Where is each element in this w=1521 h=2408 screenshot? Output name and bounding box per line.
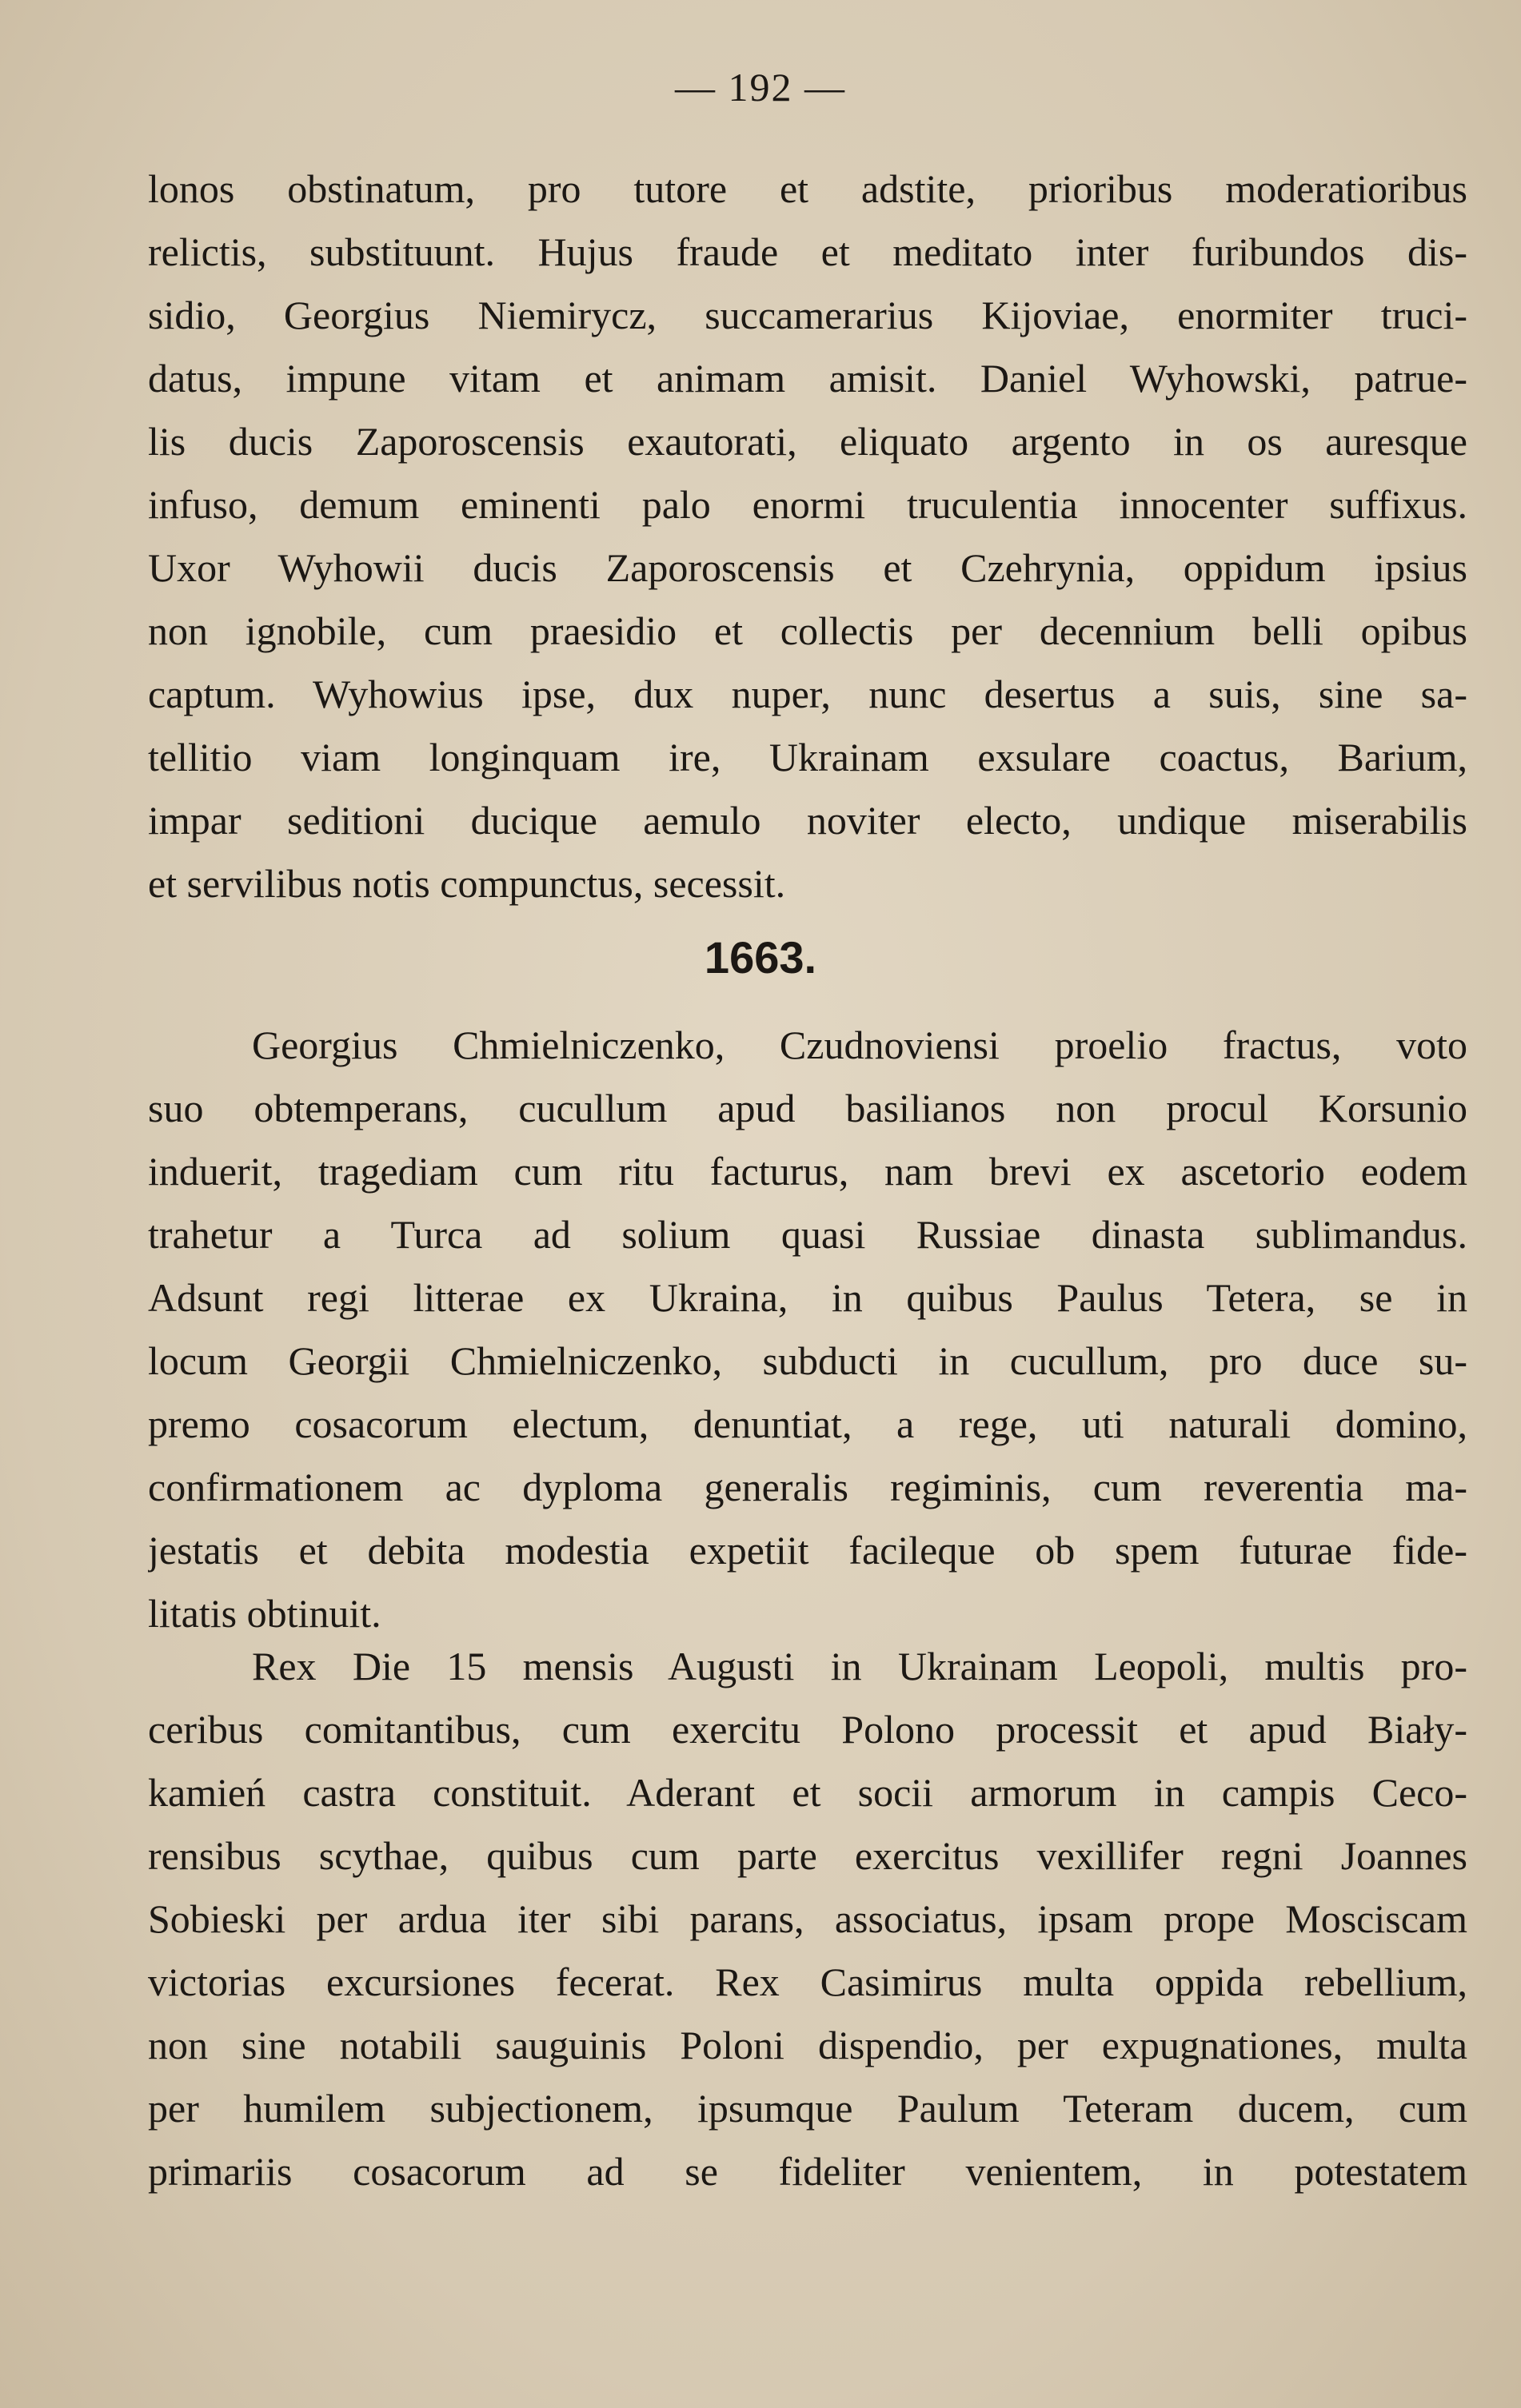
text-line: kamień castra constituit. Aderant et socii armorum in campis Ceco- (148, 1770, 1467, 1815)
paragraph (148, 1635, 1467, 2203)
text-line: trahetur a Turca ad solium quasi Russiae dinasta sublimandus. (148, 1212, 1467, 1257)
text-line: lis ducis Zaporoscensis exautorati, eliquato argento in os auresque (148, 419, 1467, 464)
text-line: et servilibus notis compunctus, secessit. (148, 861, 786, 906)
text-line: tellitio viam longinquam ire, Ukrainam exsulare coactus, Barium, (148, 735, 1467, 779)
text-line: litatis obtinuit. (148, 1591, 381, 1636)
text-line: Georgius Chmielniczenko, Czudnoviensi proelio fractus, voto (252, 1023, 1467, 1067)
year-heading: 1663. (704, 932, 817, 983)
text-line: per humilem subjectionem, ipsumque Paulum Teteram ducem, cum (148, 2086, 1467, 2131)
text-line: primariis cosacorum ad se fideliter venientem, in potestatem (148, 2149, 1467, 2194)
text-line: premo cosacorum electum, denuntiat, a rege, uti naturali domino, (148, 1401, 1467, 1446)
text-line: infuso, demum eminenti palo enormi truculentia innocenter suffixus. (148, 482, 1467, 527)
text-line: rensibus scythae, quibus cum parte exercitus vexillifer regni Joannes (148, 1833, 1467, 1878)
text-line: non ignobile, cum praesidio et collectis per decennium belli opibus (148, 608, 1467, 653)
text-line: sidio, Georgius Niemirycz, succamerarius Kijoviae, enormiter truci- (148, 293, 1467, 337)
text-line: datus, impune vitam et animam amisit. Daniel Wyhowski, patrue- (148, 356, 1467, 401)
text-line: relictis, substituunt. Hujus fraude et meditato inter furibundos dis- (148, 229, 1467, 274)
text-line: jestatis et debita modestia expetiit facileque ob spem futurae fide- (148, 1528, 1467, 1573)
text-line: impar seditioni ducique aemulo noviter electo, undique miserabilis (148, 798, 1467, 843)
text-line: Uxor Wyhowii ducis Zaporoscensis et Czehrynia, oppidum ipsius (148, 545, 1467, 590)
text-line: Rex Die 15 mensis Augusti in Ukrainam Leopoli, multis pro- (252, 1644, 1467, 1688)
text-line: Adsunt regi litterae ex Ukraina, in quibus Paulus Tetera, se in (148, 1275, 1467, 1320)
text-line: lonos obstinatum, pro tutore et adstite, prioribus moderatioribus (148, 166, 1467, 211)
text-line: confirmationem ac dyploma generalis regiminis, cum reverentia ma- (148, 1465, 1467, 1509)
text-line: captum. Wyhowius ipse, dux nuper, nunc desertus a suis, sine sa- (148, 672, 1467, 716)
paragraph (148, 1014, 1467, 1645)
text-line: locum Georgii Chmielniczenko, subducti in cucullum, pro duce su- (148, 1338, 1467, 1383)
text-line: ceribus comitantibus, cum exercitu Polono processit et apud Biały- (148, 1707, 1467, 1752)
text-line: induerit, tragediam cum ritu facturus, nam brevi ex ascetorio eodem (148, 1149, 1467, 1194)
paragraph-continued (148, 157, 1467, 915)
text-line: Sobieski per ardua iter sibi parans, associatus, ipsam prope Mosciscam (148, 1896, 1467, 1941)
text-line: suo obtemperans, cucullum apud basilianos non procul Korsunio (148, 1086, 1467, 1130)
text-line: victorias excursiones fecerat. Rex Casimirus multa oppida rebellium, (148, 1959, 1467, 2004)
page-number: — 192 — (675, 65, 846, 110)
text-line: non sine notabili sauguinis Poloni dispendio, per expugnationes, multa (148, 2023, 1467, 2067)
